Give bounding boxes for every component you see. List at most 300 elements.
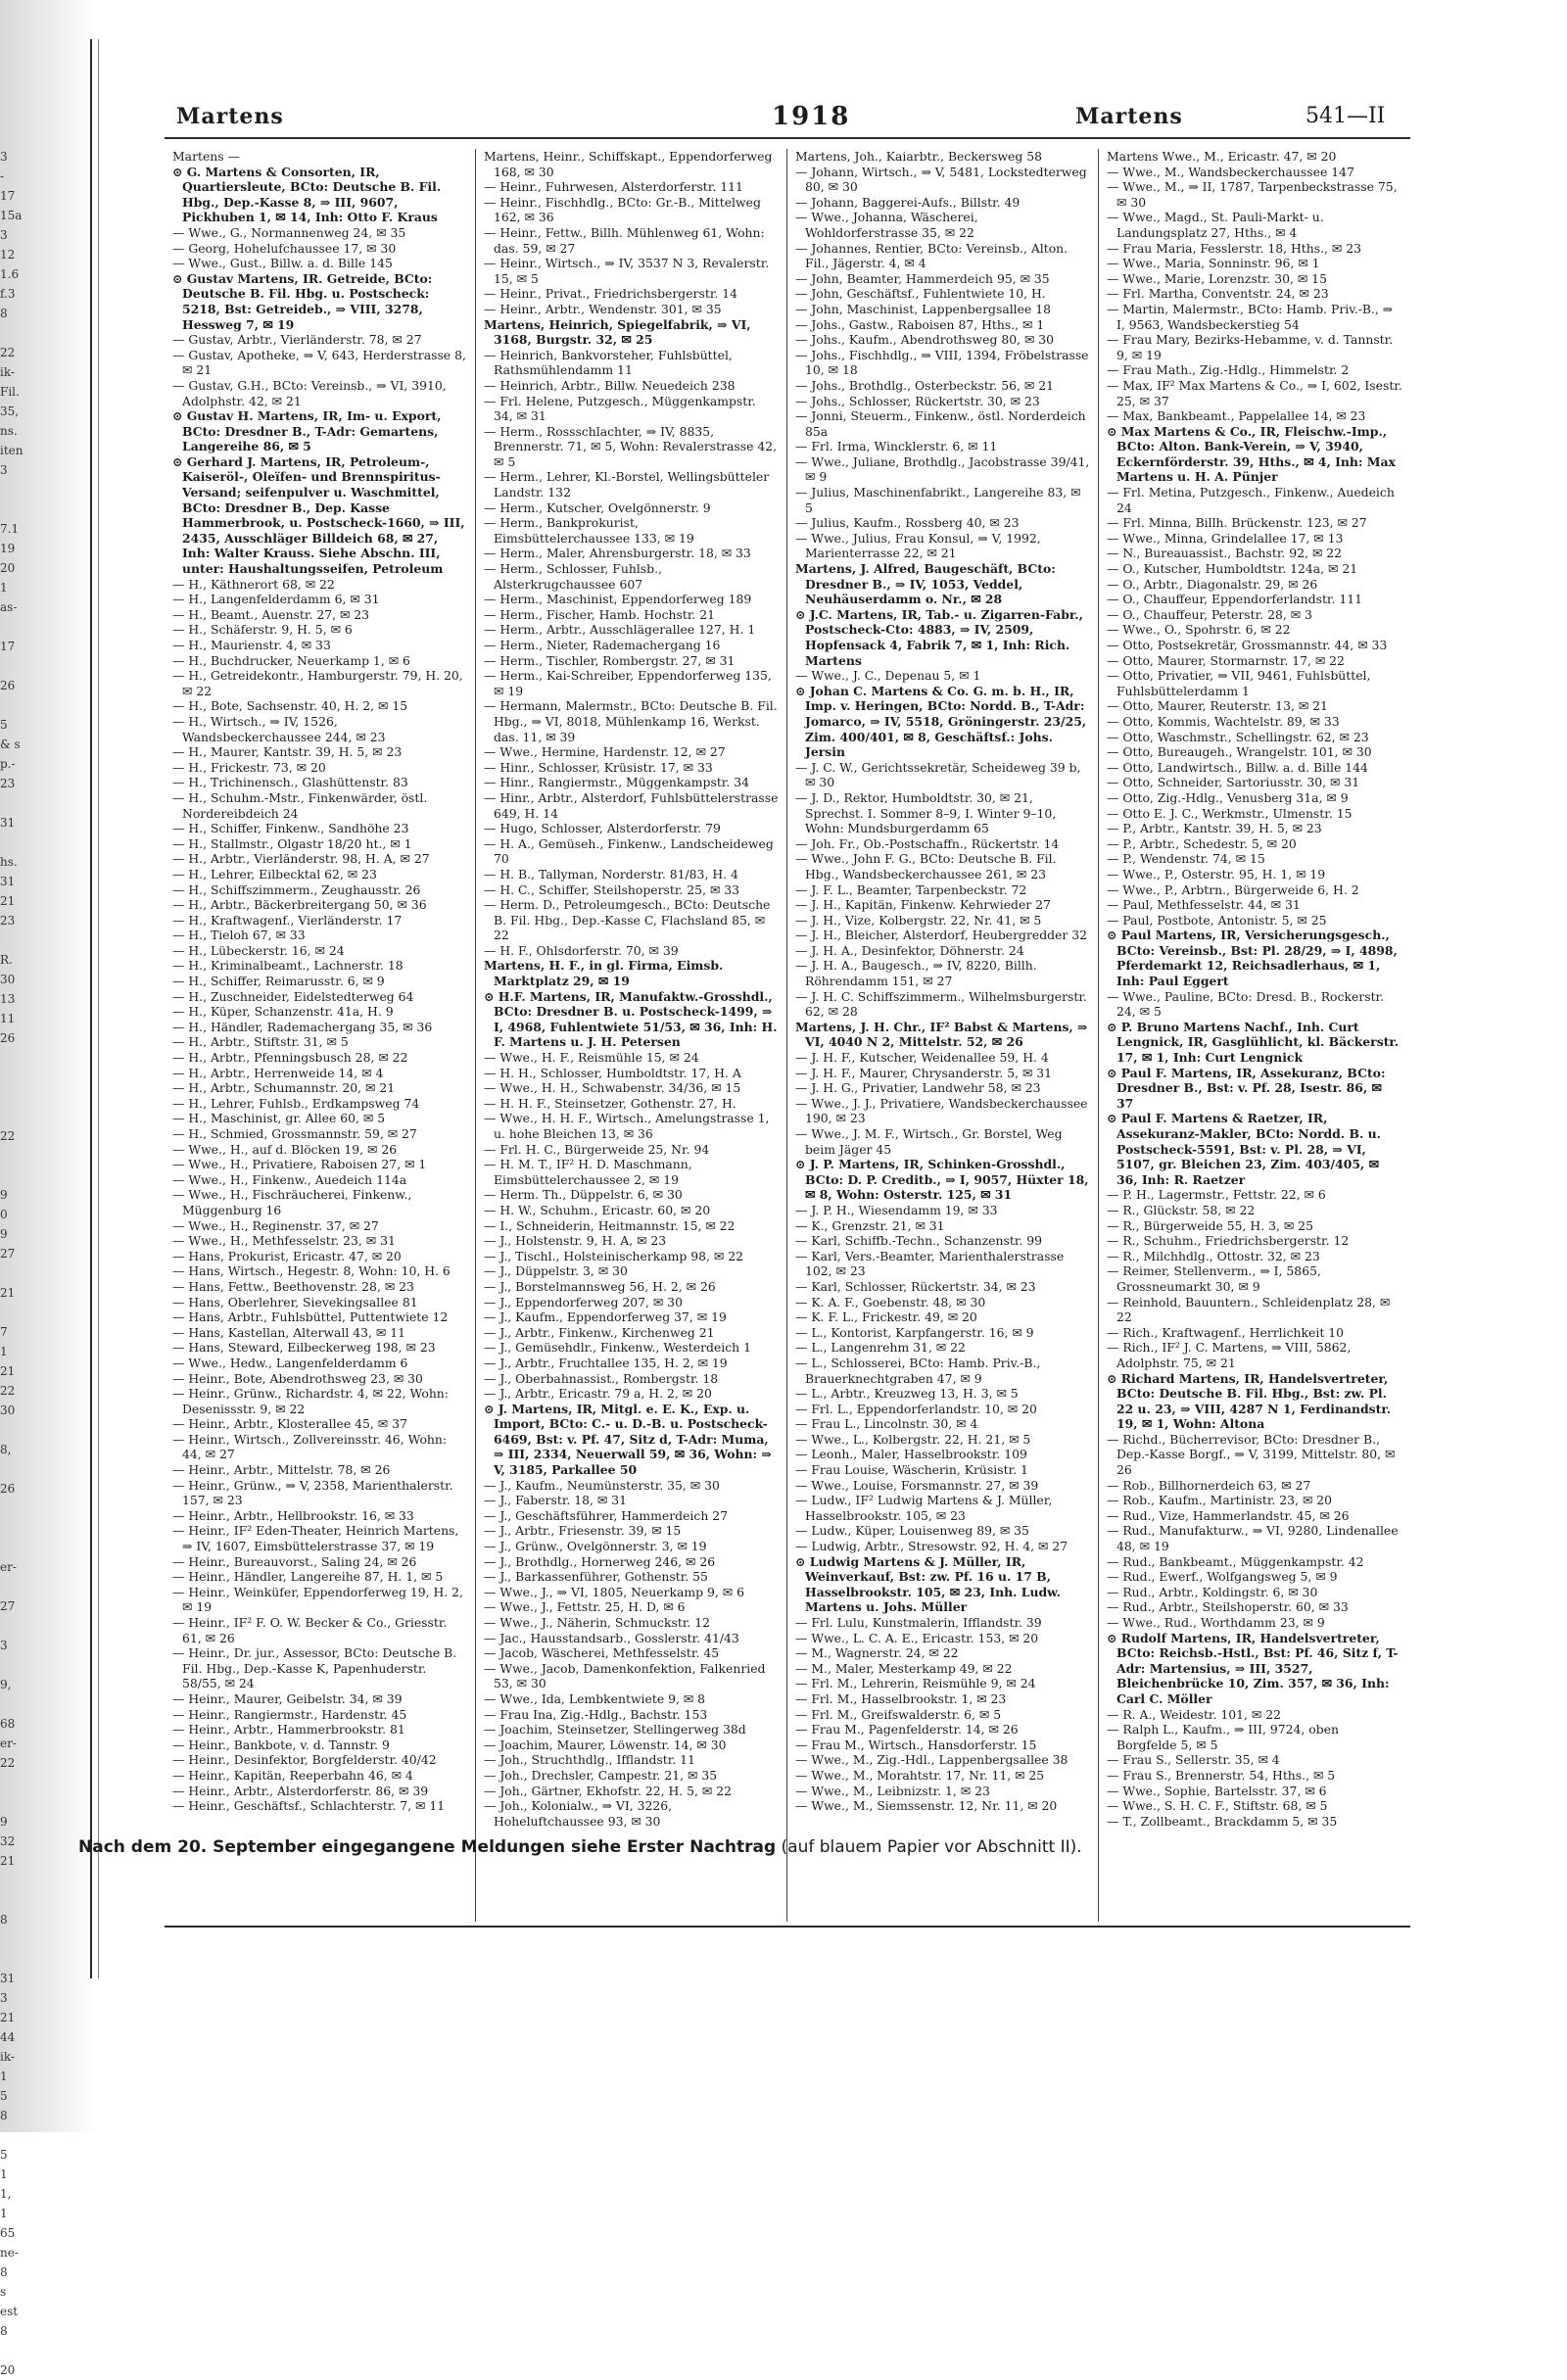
- header-rule: [165, 137, 1410, 139]
- directory-entry: — H. B., Tallyman, Norderstr. 81/83, H. 4: [484, 866, 738, 881]
- directory-entry: — Frau Math., Zig.-Hdlg., Himmelstr. 2: [1107, 362, 1350, 378]
- directory-entry: — O., Chauffeur, Peterstr. 28, ✉ 3: [1107, 606, 1312, 622]
- directory-entry: — Gustav, G.H., BCto: Vereinsb., ⇒ VI, 3910, Adolphstr. 42, ✉ 21: [172, 377, 447, 408]
- directory-entry: — Georg, Hohelufchaussee 17, ✉ 30: [172, 240, 397, 256]
- directory-entry: — H., Arbtr., Schumannstr. 20, ✉ 21: [172, 1080, 396, 1096]
- directory-entry: — Wwe., J. C., Depenau 5, ✉ 1: [795, 668, 981, 684]
- fragment-line: 21: [0, 894, 16, 908]
- directory-entry: — Herm., Kutscher, Ovelgönnerstr. 9: [484, 500, 711, 515]
- fragment-line: 23: [0, 914, 16, 928]
- directory-entry: — L., Langenrehm 31, ✉ 22: [795, 1340, 966, 1356]
- directory-entry: — J., Barkassenführer, Gothenstr. 55: [484, 1569, 708, 1585]
- directory-entry: — J., Arbtr., Fruchtallee 135, H. 2, ✉ 19: [484, 1355, 728, 1370]
- directory-entry: — Wwe., Juliane, Brothdlg., Jacobstrasse 39/41, ✉ 9: [795, 453, 1090, 485]
- directory-entry: — Hans, Arbtr., Fuhlsbüttel, Puttentwiete 12: [172, 1309, 449, 1325]
- directory-entry: Martens, Heinr., Schiffskapt., Eppendorferweg 168, ✉ 30: [484, 149, 773, 179]
- directory-entry: — H. H. F., Steinsetzer, Gothenstr. 27, H.: [484, 1095, 736, 1111]
- fragment-line: 44: [0, 2030, 16, 2044]
- directory-entry: — H., Bote, Sachsenstr. 40, H. 2, ✉ 15: [172, 698, 408, 714]
- directory-entry: ⊙ P. Bruno Martens Nachf., Inh. Curt Lengnick, IR, Gasglühlicht, kl. Bäckerstr. 17, ✉ 1, Inh: Curt Lengnick: [1107, 1019, 1400, 1066]
- fragment-line: 1: [0, 2167, 8, 2181]
- directory-entry: — Heinr., Grünw., Richardstr. 4, ✉ 22, Wohn: Desenissstr. 9, ✉ 22: [172, 1386, 449, 1416]
- fragment-line: [0, 1068, 29, 1087]
- directory-entry: — M., Maler, Mesterkamp 49, ✉ 22: [795, 1660, 1013, 1676]
- directory-entry: — Frau Mary, Bezirks-Hebamme, v. d. Tannstr. 9, ✉ 19: [1107, 332, 1394, 362]
- header-surname-right: Martens: [1075, 104, 1183, 129]
- directory-entry: — Gustav, Apotheke, ⇒ V, 643, Herderstrasse 8, ✉ 21: [172, 347, 466, 378]
- fragment-line: 9: [0, 1815, 8, 1829]
- directory-entry: — Herm., Arbtr., Ausschlägerallee 127, H. 1: [484, 622, 756, 638]
- directory-entry: — Wwe., Hermine, Hardenstr. 12, ✉ 27: [484, 744, 726, 760]
- directory-entry: ⊙ J. P. Martens, IR, Schinken-Grosshdl., BCto: D. P. Creditb., ⇒ I, 9057, Hüxter 18, ✉ 8, Wohn: Osterstr. 125, ✉ 31: [795, 1157, 1089, 1203]
- fragment-line: 9,: [0, 1678, 12, 1691]
- directory-entry: — Wwe., Magd., St. Pauli-Markt- u. Landungsplatz 27, Hths., ✉ 4: [1107, 210, 1324, 240]
- directory-entry: ⊙ Paul F. Martens & Raetzer, IR, Assekuranz-Makler, BCto: Nordd. B. u. Postscheck-5591, Bst: v. Pl. 28, ⇒ VI, 5107, gr. Bleichen 23, Zim. 403/405, ✉ 36, Inh: R. Raetzer: [1107, 1111, 1381, 1187]
- fragment-line: 26: [0, 1031, 16, 1045]
- directory-entry: — J., Brothdlg., Hornerweg 246, ✉ 26: [484, 1553, 716, 1569]
- directory-entry: — Heinr., Rangiermstr., Hardenstr. 45: [172, 1706, 407, 1722]
- fragment-line: 31: [0, 875, 16, 888]
- fragment-line: R.: [0, 953, 13, 967]
- directory-entry: — H., Lehrer, Eilbecktal 62, ✉ 23: [172, 866, 377, 881]
- directory-entry: — Joh., Gärtner, Ekhofstr. 22, H. 5, ✉ 22: [484, 1783, 733, 1798]
- fragment-line: -: [0, 169, 5, 183]
- directory-entry: — J., Kaufm., Eppendorferweg 37, ✉ 19: [484, 1309, 727, 1325]
- directory-entry: — Richd., Bücherrevisor, BCto: Dresdner B., Dep.-Kasse Borgf., ⇒ V, 3199, Mittelstr. 80, ✉ 26: [1107, 1431, 1396, 1478]
- directory-entry: — Hans, Kastellan, Alterwall 43, ✉ 11: [172, 1324, 405, 1340]
- fragment-line: s: [0, 2285, 7, 2299]
- directory-entry: — Rob., Billhornerdeich 63, ✉ 27: [1107, 1477, 1311, 1493]
- fragment-line: ne-: [0, 2246, 19, 2260]
- directory-entry: — J. D., Rektor, Humboldtstr. 30, ✉ 21, Sprechst. I. Sommer 8–9, I. Winter 9–10, Wohn: Mundsburgerdamm 65: [795, 789, 1057, 836]
- fragment-line: 19: [0, 542, 16, 555]
- directory-entry: — J., Arbtr., Finkenw., Kirchenweg 21: [484, 1324, 715, 1340]
- fragment-line: & s: [0, 738, 21, 751]
- directory-entry: — Julius, Kaufm., Rossberg 40, ✉ 23: [795, 515, 1020, 531]
- directory-entry: — H., Buchdrucker, Neuerkamp 1, ✉ 6: [172, 652, 410, 668]
- directory-page: [165, 98, 1410, 1988]
- directory-entry: — J., Kaufm., Neumünsterstr. 35, ✉ 30: [484, 1477, 720, 1493]
- directory-entry: — H., Schiffer, Finkenw., Sandhöhe 23: [172, 821, 409, 836]
- fragment-line: 7.1: [0, 522, 20, 536]
- fragment-line: 21: [0, 1364, 16, 1378]
- directory-entry: — P., Arbtr., Schedestr. 5, ✉ 20: [1107, 835, 1297, 851]
- directory-entry: — Wwe., J., ⇒ VI, 1805, Neuerkamp 9, ✉ 6: [484, 1584, 744, 1599]
- directory-entry: — O., Arbtr., Diagonalstr. 29, ✉ 26: [1107, 576, 1318, 592]
- directory-entry: — Wwe., S. H. C. F., Stiftstr. 68, ✉ 5: [1107, 1798, 1328, 1814]
- directory-entry: — Wwe., O., Spohrstr. 6, ✉ 22: [1107, 622, 1291, 638]
- directory-entry: — J. F. L., Beamter, Tarpenbeckstr. 72: [795, 881, 1027, 897]
- fragment-line: 27: [0, 1599, 16, 1613]
- directory-entry: — Heinr., Fischhdlg., BCto: Gr.-B., Mittelweg 162, ✉ 36: [484, 194, 761, 225]
- directory-entry: — R., Bürgerweide 55, H. 3, ✉ 25: [1107, 1217, 1313, 1233]
- directory-entry: — Johannes, Rentier, BCto: Vereinsb., Alton. Fil., Jägerstr. 4, ✉ 4: [795, 240, 1068, 271]
- directory-entry: — J., Grünw., Ovelgönnerstr. 3, ✉ 19: [484, 1539, 707, 1554]
- fragment-line: 27: [0, 1247, 16, 1261]
- fragment-line: 12: [0, 248, 16, 262]
- fragment-line: f.3: [0, 287, 16, 301]
- directory-entry: — J. C. W., Gerichtssekretär, Scheideweg 39 b, ✉ 30: [795, 759, 1081, 790]
- directory-entry: — J. H. A., Desinfektor, Döhnerstr. 24: [795, 942, 1024, 958]
- directory-entry: Martens, Joh., Kaiarbtr., Beckersweg 58: [795, 149, 1043, 164]
- directory-entry: — Heinr., Desinfektor, Borgfelderstr. 40/42: [172, 1752, 437, 1768]
- directory-entry: — L., Kontorist, Karpfangerstr. 16, ✉ 9: [795, 1324, 1034, 1340]
- fragment-line: 3: [0, 1639, 8, 1652]
- directory-entry: — Heinr., Grünw., ⇒ V, 2358, Marienthalerstr. 157, ✉ 23: [172, 1477, 453, 1508]
- column-1: [165, 149, 476, 1922]
- directory-entry: — Rich., IF² J. C. Martens, ⇒ VIII, 5862, Adolphstr. 75, ✉ 21: [1107, 1340, 1352, 1370]
- directory-entry: — J., Eppendorferweg 207, ✉ 30: [484, 1294, 683, 1309]
- header-page-number: 541—II: [1306, 104, 1386, 128]
- directory-entry: — Wwe., Maria, Sonninstr. 96, ✉ 1: [1107, 256, 1320, 271]
- directory-entry: — Rud., Arbtr., Koldingstr. 6, ✉ 30: [1107, 1584, 1318, 1599]
- directory-entry: — Rich., Kraftwagenf., Herrlichkeit 10: [1107, 1324, 1345, 1340]
- directory-entry: — J., Holstenstr. 9, H. A, ✉ 23: [484, 1233, 667, 1249]
- directory-entry: — Herm., Schlosser, Fuhlsb., Alsterkrugchaussee 607: [484, 561, 662, 592]
- entry-columns: [165, 149, 1410, 1922]
- directory-entry: — Frl. M., Hasselbrookstr. 1, ✉ 23: [795, 1690, 1007, 1706]
- directory-entry: — J., Arbtr., Friesenstr. 39, ✉ 15: [484, 1523, 682, 1539]
- directory-entry: — Hinr., Arbtr., Alsterdorf, Fuhlsbüttelerstrasse 649, H. 14: [484, 789, 779, 821]
- directory-entry: — Hans, Steward, Eilbeckerweg 198, ✉ 23: [172, 1340, 436, 1356]
- directory-entry: — Ludwig, Arbtr., Stresowstr. 92, H. 4, ✉ 27: [795, 1539, 1068, 1554]
- directory-entry: — K. A. F., Goebenstr. 48, ✉ 30: [795, 1294, 986, 1309]
- fragment-line: [0, 2341, 29, 2360]
- directory-entry: — Johs., Gastw., Raboisen 87, Hths., ✉ 1: [795, 316, 1045, 332]
- fragment-line: [0, 1459, 29, 1479]
- directory-entry: — H. A., Gemüseh., Finkenw., Landscheideweg 70: [484, 835, 774, 867]
- directory-entry: — Heinr., Wirtsch., ⇒ IV, 3537 N 3, Revalerstr. 15, ✉ 5: [484, 256, 770, 286]
- directory-entry: — Frl. Minna, Billh. Brückenstr. 123, ✉ 27: [1107, 515, 1367, 531]
- directory-entry: — L., Arbtr., Kreuzweg 13, H. 3, ✉ 5: [795, 1386, 1019, 1402]
- header-surname-left: Martens: [176, 104, 284, 129]
- fragment-line: 8: [0, 2265, 8, 2279]
- directory-entry: — J. H. F., Kutscher, Weidenallee 59, H. 4: [795, 1050, 1049, 1066]
- directory-entry: ⊙ J.C. Martens, IR, Tab.- u. Zigarren-Fabr., Postscheck-Cto: 4883, ⇒ IV, 2509, Hopfensack 4, Fabrik 7, ✉ 1, Inh: Rich. Martens: [795, 606, 1083, 668]
- directory-entry: — Wwe., H., Fischräucherei, Finkenw., Müggenburg 16: [172, 1187, 412, 1217]
- fragment-line: 8: [0, 2324, 8, 2338]
- directory-entry: — Karl, Schiffb.-Techn., Schanzenstr. 99: [795, 1233, 1043, 1249]
- directory-entry: — Paul, Postbote, Antonistr. 5, ✉ 25: [1107, 912, 1327, 928]
- fragment-line: [0, 1871, 29, 1890]
- fragment-line: 22: [0, 346, 16, 359]
- directory-entry: — J. H., Vize, Kolbergstr. 22, Nr. 41, ✉ 5: [795, 912, 1042, 928]
- directory-entry: — Frau M., Wirtsch., Hansdorferstr. 15: [795, 1737, 1037, 1752]
- directory-entry: — J. H., Bleicher, Alsterdorf, Heubergredder 32: [795, 928, 1088, 943]
- directory-entry: — H., Kraftwagenf., Vierländerstr. 17: [172, 912, 403, 928]
- directory-entry: — Heinr., IF² F. O. W. Becker & Co., Griesstr. 61, ✉ 26: [172, 1615, 448, 1645]
- column-2: [476, 149, 787, 1922]
- header-year: 1918: [772, 102, 851, 131]
- directory-entry: — J., Gemüsehdlr., Finkenw., Westerdeich 1: [484, 1340, 751, 1356]
- directory-entry: — Wwe., Pauline, BCto: Dresd. B., Rockerstr. 24, ✉ 5: [1107, 988, 1385, 1020]
- directory-entry: — Heinr., Bureauvorst., Saling 24, ✉ 26: [172, 1553, 417, 1569]
- directory-entry: — Frl. Lulu, Kunstmalerin, Ifflandstr. 39: [795, 1615, 1042, 1630]
- directory-entry: — J. H. F., Maurer, Chrysanderstr. 5, ✉ 31: [795, 1065, 1053, 1080]
- fragment-line: p.-: [0, 757, 16, 771]
- fragment-line: [0, 1949, 29, 1969]
- directory-entry: — Frau L., Lincolnstr. 30, ✉ 4: [795, 1416, 978, 1432]
- directory-entry: — H. H., Schlosser, Humboldtstr. 17, H. A: [484, 1065, 741, 1080]
- directory-entry: — Wwe., G., Normannenweg 24, ✉ 35: [172, 224, 406, 240]
- fragment-line: 7: [0, 1325, 8, 1339]
- fragment-line: [0, 1263, 29, 1283]
- directory-entry: — Heinr., Arbtr., Hammerbrookstr. 81: [172, 1722, 405, 1737]
- footer-note-normal: (auf blauem Papier vor Abschnitt II).: [776, 1837, 1082, 1857]
- fragment-line: [0, 1792, 29, 1812]
- fragment-line: 3: [0, 1991, 8, 2005]
- fragment-line: [0, 1538, 29, 1557]
- fragment-line: as-: [0, 600, 18, 614]
- directory-entry: — H., Schäferstr. 9, H. 5, ✉ 6: [172, 622, 353, 638]
- directory-entry: — Heinr., Privat., Friedrichsbergerstr. 14: [484, 286, 738, 302]
- directory-entry: — O., Kutscher, Humboldtstr. 124a, ✉ 21: [1107, 561, 1358, 577]
- directory-entry: — Max, IF² Max Martens & Co., ⇒ I, 602, Isestr. 25, ✉ 37: [1107, 377, 1402, 408]
- directory-entry: — Heinr., Fettw., Billh. Mühlenweg 61, Wohn: das. 59, ✉ 27: [484, 224, 765, 256]
- directory-entry: — Otto E. J. C., Werkmstr., Ulmenstr. 15: [1107, 805, 1353, 821]
- fragment-line: 5: [0, 2148, 8, 2162]
- fragment-line: 35,: [0, 405, 20, 418]
- directory-entry: — H. W., Schuhm., Ericastr. 60, ✉ 20: [484, 1202, 711, 1217]
- footer-note: [78, 1837, 1234, 1857]
- directory-entry: — Herm. D., Petroleumgesch., BCto: Deutsche B. Fil. Hbg., Dep.-Kasse C, Flachsland 85, ✉ 22: [484, 897, 771, 943]
- directory-entry: — Wwe., H. F., Reismühle 15, ✉ 24: [484, 1050, 699, 1066]
- directory-entry: — Jonni, Steuerm., Finkenw., östl. Norderdeich 85a: [795, 408, 1086, 439]
- directory-entry: — H., Frickestr. 73, ✉ 20: [172, 759, 326, 775]
- fragment-line: [0, 323, 29, 343]
- directory-entry: — Heinr., Maurer, Geibelstr. 34, ✉ 39: [172, 1690, 403, 1706]
- fragment-line: 17: [0, 640, 16, 653]
- directory-entry: ⊙ Gerhard J. Martens, IR, Petroleum-, Kaiseröl-, Oleïfen- und Brennspiritus-Versand; seifenpulver u. Waschmittel, BCto: Dresdner B., Dep. Kasse Hammerbrook, u. Postscheck-1660, ⇒ III, 2435, Ausschläger Billdeich 68, ✉ 27, Inh: Walter Krauss. Siehe Abschn. III, unter: Haushaltungsseifen, Petroleum: [172, 453, 465, 577]
- directory-entry: — J. H., Kapitän, Finkenw. Kehrwieder 27: [795, 897, 1051, 913]
- directory-entry: — Wwe., M., ⇒ II, 1787, Tarpenbeckstrasse 75, ✉ 30: [1107, 179, 1398, 210]
- directory-entry: — Wwe., L., Kolbergstr. 22, H. 21, ✉ 5: [795, 1431, 1031, 1447]
- fragment-line: 17: [0, 189, 16, 203]
- fragment-line: [0, 1890, 29, 1910]
- directory-entry: — H., Zuschneider, Eidelstedterweg 64: [172, 988, 414, 1004]
- fragment-line: [0, 1107, 29, 1126]
- directory-entry: Martens Wwe., M., Ericastr. 47, ✉ 20: [1107, 149, 1337, 164]
- directory-entry: — Hinr., Schlosser, Krüsistr. 17, ✉ 33: [484, 759, 713, 775]
- fragment-line: [0, 1518, 29, 1538]
- directory-entry: — Hermann, Malermstr., BCto: Deutsche B. Fil. Hbg., ⇒ VI, 8018, Mühlenkamp 16, Werkst. das. 11, ✉ 39: [484, 698, 778, 744]
- directory-entry: — Frl. M., Lehrerin, Reismühle 9, ✉ 24: [795, 1676, 1036, 1691]
- directory-entry: — Otto, Landwirtsch., Billw. a. d. Bille 144: [1107, 759, 1368, 775]
- directory-entry: — Herm., Fischer, Hamb. Hochstr. 21: [484, 606, 716, 622]
- directory-entry: ⊙ H.F. Martens, IR, Manufaktw.-Grosshdl., BCto: Dresdner B. u. Postscheck-1499, ⇒ I, 4968, Fuhlentwiete 51/53, ✉ 36, Inh: H. F. Martens u. J. H. Petersen: [484, 988, 778, 1050]
- directory-entry: — Heinr., Wirtsch., Zollvereinsstr. 46, Wohn: 44, ✉ 27: [172, 1431, 448, 1462]
- fragment-line: 8: [0, 2109, 8, 2122]
- directory-entry: — Wwe., P., Osterstr. 95, H. 1, ✉ 19: [1107, 866, 1326, 881]
- directory-entry: — Paul, Methfesselstr. 44, ✉ 31: [1107, 897, 1301, 913]
- directory-entry: — Jacob, Wäscherei, Methfesselstr. 45: [484, 1645, 720, 1661]
- directory-entry: — Rud., Bankbeamt., Müggenkampstr. 42: [1107, 1553, 1364, 1569]
- directory-entry: — H., Tieloh 67, ✉ 33: [172, 928, 306, 943]
- directory-entry: ⊙ J. Martens, IR, Mitgl. e. E. K., Exp. u. Import, BCto: C.- u. D.-B. u. Postscheck-6469, Bst: v. Pf. 47, Sitz d, T-Adr: Muma, ⇒ III, 2334, Neuerwall 59, ✉ 36, Wohn: ⇒ V, 3185, Parkallee 50: [484, 1401, 772, 1478]
- footer-rule: [165, 1926, 1410, 1928]
- fragment-line: 0: [0, 1208, 8, 1221]
- directory-entry: — R., Schuhm., Friedrichsbergerstr. 12: [1107, 1233, 1350, 1249]
- directory-entry: — H., Kriminalbeamt., Lachnerstr. 18: [172, 958, 404, 974]
- directory-entry: ⊙ Paul F. Martens, IR, Assekuranz, BCto: Dresdner B., Bst: v. Pf. 28, Isestr. 86, ✉ 37: [1107, 1065, 1386, 1111]
- directory-entry: — H. C., Schiffer, Steilshoperstr. 25, ✉ 33: [484, 881, 740, 897]
- directory-entry: — Herm., Maler, Ahrensburgerstr. 18, ✉ 33: [484, 546, 751, 561]
- directory-entry: — Max, Bankbeamt., Pappelallee 14, ✉ 23: [1107, 408, 1366, 424]
- directory-entry: Martens, J. H. Chr., IF² Babst & Martens, ⇒ VI, 4040 N 2, Mittelstr. 52, ✉ 26: [795, 1019, 1088, 1050]
- directory-entry: — J., Düppelstr. 3, ✉ 30: [484, 1263, 628, 1279]
- directory-entry: — Heinrich, Arbtr., Billw. Neuedeich 238: [484, 377, 736, 393]
- directory-entry: — N., Bureauassist., Bachstr. 92, ✉ 22: [1107, 546, 1343, 561]
- fragment-line: hs.: [0, 855, 18, 869]
- directory-entry: — Wwe., J. J., Privatiere, Wandsbeckerchaussee 190, ✉ 23: [795, 1095, 1088, 1126]
- directory-entry: — Johs., Fischhdlg., ⇒ VIII, 1394, Fröbelstrasse 10, ✉ 18: [795, 347, 1089, 378]
- fragment-line: 31: [0, 1972, 16, 1985]
- fragment-line: 21: [0, 1286, 16, 1300]
- fragment-line: 1,: [0, 2187, 12, 2201]
- fragment-line: [0, 1616, 29, 1636]
- directory-entry: — P., Wendenstr. 74, ✉ 15: [1107, 851, 1265, 867]
- directory-entry: — Wwe., H., auf d. Blöcken 19, ✉ 26: [172, 1141, 398, 1157]
- directory-entry: — Joh., Kolonialw., ⇒ VI, 3226, Hoheluftchaussee 93, ✉ 30: [484, 1798, 673, 1829]
- fragment-line: [0, 480, 29, 500]
- directory-entry: — H., Küper, Schanzenstr. 41a, H. 9: [172, 1004, 394, 1020]
- directory-entry: — Heinr., IF² Eden-Theater, Heinrich Martens, ⇒ IV, 1607, Eimsbüttelerstrasse 37, ✉ 19: [172, 1523, 459, 1554]
- directory-entry: — Heinr., Arbtr., Wendenstr. 301, ✉ 35: [484, 301, 722, 316]
- directory-entry: — Heinrich, Bankvorsteher, Fuhlsbüttel, Rathsmühlendamm 11: [484, 347, 733, 378]
- directory-entry: — Julius, Maschinenfabrikt., Langereihe 83, ✉ 5: [795, 485, 1081, 515]
- fragment-line: est: [0, 2305, 19, 2318]
- directory-entry: — Otto, Waschmstr., Schellingstr. 62, ✉ 23: [1107, 729, 1369, 744]
- fragment-line: 1: [0, 581, 8, 595]
- fragment-line: [0, 1577, 29, 1596]
- directory-entry: — H., Trichinensch., Glashüttenstr. 83: [172, 775, 408, 790]
- directory-entry: — H., Schiffer, Reimarusstr. 6, ✉ 9: [172, 974, 385, 989]
- directory-entry: — Rud., Ewerf., Wolfgangsweg 5, ✉ 9: [1107, 1569, 1338, 1585]
- column-3: [787, 149, 1099, 1922]
- directory-entry: — Joachim, Steinsetzer, Stellingerweg 38d: [484, 1722, 746, 1737]
- directory-entry: — Johann, Wirtsch., ⇒ V, 5481, Lockstedterweg 80, ✉ 30: [795, 164, 1087, 195]
- previous-page-fragment: [0, 147, 29, 2380]
- directory-entry: — Wwe., J. M. F., Wirtsch., Gr. Borstel, Weg beim Jäger 45: [795, 1126, 1063, 1157]
- directory-entry: — Wwe., Rud., Worthdamm 23, ✉ 9: [1107, 1615, 1325, 1630]
- fragment-line: 5: [0, 2089, 8, 2103]
- fragment-line: [0, 930, 29, 950]
- fragment-line: 22: [0, 1129, 16, 1143]
- directory-entry: — Wwe., Minna, Grindelallee 17, ✉ 13: [1107, 530, 1344, 546]
- directory-entry: — Wwe., Jacob, Damenkonfektion, Falkenried 53, ✉ 30: [484, 1660, 766, 1691]
- directory-entry: — Wwe., H., Privatiere, Raboisen 27, ✉ 1: [172, 1157, 427, 1172]
- directory-entry: — H., Arbtr., Vierländerstr. 98, H. A, ✉ 27: [172, 851, 430, 867]
- fragment-line: [0, 617, 29, 637]
- directory-entry: — Wwe., M., Wandsbeckerchaussee 147: [1107, 164, 1354, 179]
- fragment-line: [0, 1048, 29, 1068]
- directory-entry: — Joh., Struchthdlg., Ifflandstr. 11: [484, 1752, 695, 1768]
- directory-entry: — Ludw., IF² Ludwig Martens & J. Müller, Hasselbrookstr. 105, ✉ 23: [795, 1493, 1053, 1523]
- directory-entry: — Wwe., Louise, Forsmannstr. 27, ✉ 39: [795, 1477, 1039, 1493]
- fragment-line: ns.: [0, 424, 18, 438]
- directory-entry: — Wwe., M., Leibnizstr. 1, ✉ 23: [795, 1783, 990, 1798]
- directory-entry: — Wwe., Julius, Frau Konsul, ⇒ V, 1992, Marienterrasse 22, ✉ 21: [795, 530, 1041, 561]
- fragment-line: 1: [0, 2207, 8, 2220]
- fragment-line: [0, 2125, 29, 2145]
- directory-entry: — H., Lehrer, Fuhlsb., Erdkampsweg 74: [172, 1095, 420, 1111]
- fragment-line: 3: [0, 463, 8, 477]
- directory-entry: — H., Maurienstr. 4, ✉ 33: [172, 638, 331, 652]
- fragment-line: 9: [0, 1188, 8, 1202]
- fragment-line: [0, 1420, 29, 1440]
- directory-entry: — R., Milchhdlg., Ottostr. 32, ✉ 23: [1107, 1248, 1320, 1263]
- fragment-line: [0, 1694, 29, 1714]
- directory-entry: — Otto, Privatier, ⇒ VII, 9461, Fuhlsbüttel, Fuhlsbüttelerdamm 1: [1107, 668, 1371, 698]
- directory-entry: — Wwe., J., Näherin, Schmuckstr. 12: [484, 1615, 711, 1630]
- directory-entry: — J., Arbtr., Ericastr. 79 a, H. 2, ✉ 20: [484, 1386, 712, 1402]
- directory-entry: — Gustav, Arbtr., Vierländerstr. 78, ✉ 27: [172, 332, 422, 348]
- fragment-line: 11: [0, 1012, 16, 1025]
- directory-entry: — H., Händler, Rademachergang 35, ✉ 36: [172, 1019, 433, 1034]
- fragment-line: 3: [0, 228, 8, 242]
- directory-entry: — H., Lübeckerstr. 16, ✉ 24: [172, 942, 345, 958]
- directory-entry: — H. F., Ohlsdorferstr. 70, ✉ 39: [484, 942, 679, 958]
- directory-entry: ⊙ Max Martens & Co., IR, Fleischw.-Imp., BCto: Alton. Bank-Verein, ⇒ V, 3940, Eckernförderstr. 39, Hths., ✉ 4, Inh: Max Martens u. H. A. Pünjer: [1107, 423, 1396, 485]
- fragment-line: [0, 1303, 29, 1322]
- directory-entry: — Frl. Metina, Putzgesch., Finkenw., Auedeich 24: [1107, 485, 1395, 515]
- directory-entry: — Otto, Zig.-Hdlg., Venusberg 31a, ✉ 9: [1107, 789, 1349, 805]
- directory-entry: — Frl. Helene, Putzgesch., Müggenkampstr. 34, ✉ 31: [484, 393, 756, 424]
- directory-entry: — Frl. Irma, Wincklerstr. 6, ✉ 11: [795, 439, 998, 454]
- directory-entry: — Heinr., Arbtr., Hellbrookstr. 16, ✉ 33: [172, 1507, 414, 1523]
- fragment-line: ik-: [0, 2050, 15, 2064]
- fragment-line: er-: [0, 1737, 17, 1750]
- directory-entry: — Herm., Rossschlachter, ⇒ IV, 8835, Brennerstr. 71, ✉ 5, Wohn: Revalerstrasse 42, ✉ 5: [484, 423, 778, 469]
- directory-entry: — Hans, Oberlehrer, Sievekingsallee 81: [172, 1294, 418, 1309]
- fragment-line: 8: [0, 307, 8, 320]
- directory-entry: — Joh. Fr., Ob.-Postschaffn., Rückertstr. 14: [795, 835, 1060, 851]
- fragment-line: 3: [0, 150, 8, 164]
- directory-entry: — K. F. L., Frickestr. 49, ✉ 20: [795, 1309, 977, 1325]
- directory-entry: Martens, Heinrich, Spiegelfabrik, ⇒ VI, 3168, Burgstr. 32, ✉ 25: [484, 316, 751, 348]
- directory-entry: — R. A., Weidestr. 101, ✉ 22: [1107, 1706, 1281, 1722]
- directory-entry: — Reimer, Stellenverm., ⇒ I, 5865, Grossneumarkt 30, ✉ 9: [1107, 1263, 1321, 1294]
- fragment-line: [0, 1087, 29, 1107]
- directory-entry: — Herm., Kai-Schreiber, Eppendorferweg 135, ✉ 19: [484, 668, 772, 698]
- fragment-line: 20: [0, 561, 16, 575]
- fragment-line: [0, 1929, 29, 1949]
- fragment-line: 68: [0, 1717, 16, 1731]
- directory-entry: — Otto, Postsekretär, Grossmannstr. 44, ✉ 33: [1107, 638, 1388, 652]
- directory-entry: ⊙ Rudolf Martens, IR, Handelsvertreter, BCto: Reichsb.-Hstl., Bst: Pf. 46, Sitz f, T-Adr: Martensius, ⇒ III, 3527, Bleichenbrücke 10, Zim. 357, ✉ 36, Inh: Carl C. Möller: [1107, 1630, 1399, 1706]
- directory-entry: — Frau M., Pagenfelderstr. 14, ✉ 26: [795, 1722, 1019, 1737]
- directory-entry: — T., Zollbeamt., Brackdamm 5, ✉ 35: [1107, 1813, 1338, 1829]
- directory-entry: — Frau Ina, Zig.-Hdlg., Bachstr. 153: [484, 1706, 708, 1722]
- directory-entry: — Otto, Schneider, Sartoriusstr. 30, ✉ 31: [1107, 775, 1360, 790]
- directory-entry: — I., Schneiderin, Heitmannstr. 15, ✉ 22: [484, 1217, 736, 1233]
- fragment-line: iten: [0, 444, 24, 457]
- directory-entry: — Wwe., M., Siemssenstr. 12, Nr. 11, ✉ 20: [795, 1798, 1058, 1814]
- directory-entry: — Heinr., Dr. jur., Assessor, BCto: Deutsche B. Fil. Hbg., Dep.-Kasse K, Papenhuderstr. 58/55, ✉ 24: [172, 1645, 457, 1691]
- directory-entry: — Johs., Kaufm., Abendrothsweg 80, ✉ 30: [795, 332, 1055, 348]
- directory-entry: — H., Schiffszimmerm., Zeughausstr. 26: [172, 881, 421, 897]
- directory-entry: — J. H. C. Schiffszimmerm., Wilhelmsburgerstr. 62, ✉ 28: [795, 988, 1087, 1020]
- directory-entry: — Heinr., Geschäftsf., Schlachterstr. 7, ✉ 11: [172, 1798, 446, 1814]
- directory-entry: — H., Maurer, Kantstr. 39, H. 5, ✉ 23: [172, 744, 403, 760]
- directory-entry: — Herm., Bankprokurist, Eimsbüttelerchaussee 133, ✉ 19: [484, 515, 694, 546]
- directory-entry: — Otto, Maurer, Stormarnstr. 17, ✉ 22: [1107, 652, 1345, 668]
- fragment-line: er-: [0, 1560, 17, 1574]
- directory-entry: — Wwe., H., Reginenstr. 37, ✉ 27: [172, 1217, 379, 1233]
- fragment-line: ik-: [0, 365, 15, 379]
- directory-entry: — Heinr., Fuhrwesen, Alsterdorferstr. 111: [484, 179, 743, 195]
- directory-entry: — Wwe., Sophie, Bartelsstr. 37, ✉ 6: [1107, 1783, 1327, 1798]
